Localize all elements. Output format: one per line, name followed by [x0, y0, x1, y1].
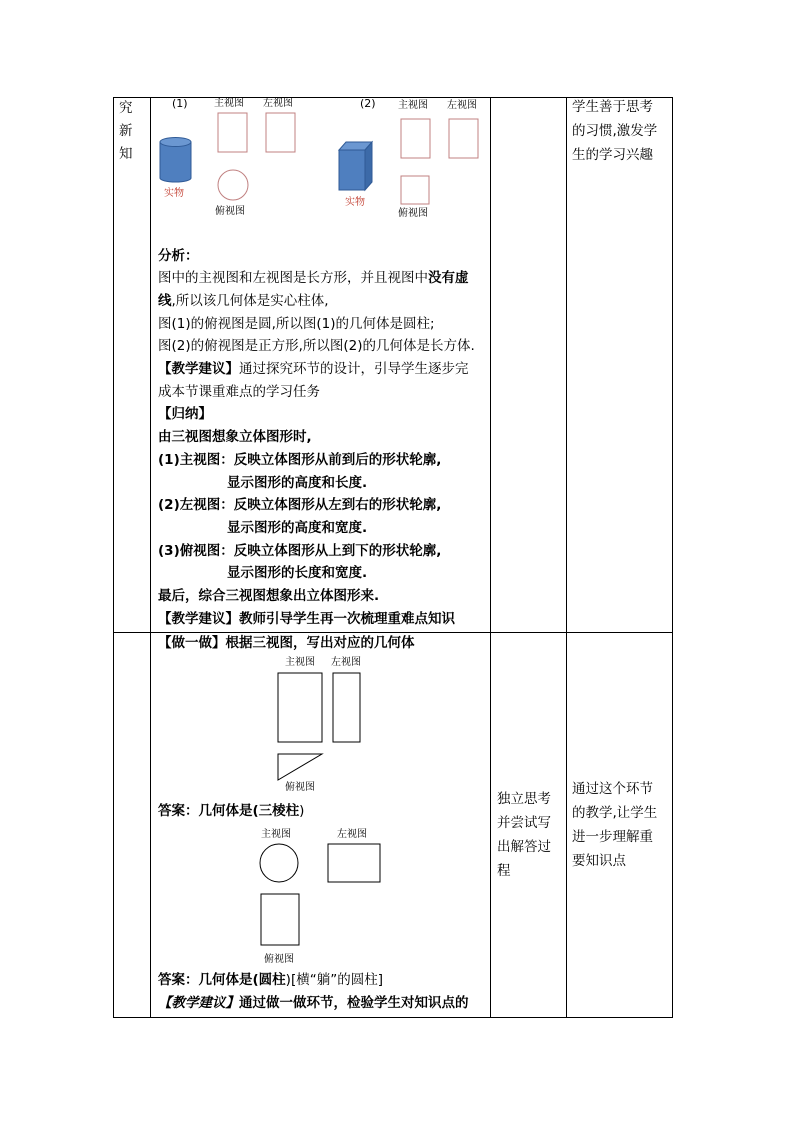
- front-view-label: 主视图: [285, 657, 315, 668]
- task-tag: 【做一做】: [158, 635, 226, 651]
- summary-tag: 【归纳】: [158, 406, 212, 422]
- design-intent-line: 进一步理解重: [572, 829, 653, 845]
- top-view-label: 俯视图: [285, 782, 315, 793]
- answer-prefix: 答案：几何体是(: [158, 972, 259, 988]
- student-activity-line: 并尝试写: [497, 815, 551, 831]
- analysis-title: 分析：: [158, 248, 199, 264]
- design-intent-line: 通过这个环节: [572, 781, 653, 797]
- answer-prefix: 答案：几何体是(: [158, 803, 259, 819]
- side-view-label: 左视图: [337, 829, 367, 840]
- top-view-label: 俯视图: [215, 206, 245, 217]
- object-label: 实物: [164, 188, 184, 199]
- suggestion-tag: 【教学建议】: [158, 361, 239, 377]
- figure-number: (1): [172, 97, 188, 110]
- summary-line: 由三视图想象立体图形时,: [158, 429, 312, 445]
- section-label-char: 新: [119, 123, 133, 139]
- task-text: 根据三视图，写出对应的几何体: [225, 635, 415, 651]
- top-view-label: 俯视图: [398, 208, 428, 219]
- answer-suffix: ): [299, 803, 305, 819]
- design-intent-line: 的教学,让学生: [572, 805, 658, 821]
- top-view-label: 俯视图: [264, 954, 294, 965]
- summary-line: 显示图形的高度和宽度.: [227, 520, 368, 536]
- side-view-label: 左视图: [447, 100, 477, 111]
- summary-line: (3)俯视图：反映立体图形从上到下的形状轮廓,: [158, 543, 442, 559]
- design-intent-line: 学生善于思考: [572, 99, 653, 115]
- suggestion-text: 通过探究环节的设计，引导学生逐步完: [239, 361, 469, 377]
- front-view-label: 主视图: [398, 100, 428, 111]
- summary-line: 最后，综合三视图想象出立体图形来.: [158, 588, 380, 604]
- suggestion-text: 通过做一做环节，检验学生对知识点的: [239, 995, 469, 1011]
- side-view-label: 左视图: [263, 98, 293, 109]
- figure-number: (2): [360, 97, 376, 110]
- answer-suffix: )[横“躺”的圆柱]: [285, 972, 383, 988]
- summary-line: 显示图形的长度和宽度.: [227, 565, 368, 581]
- analysis-text: ,所以该几何体是实心柱体,: [171, 293, 329, 309]
- student-activity-line: 出解答过: [497, 839, 551, 855]
- side-view-label: 左视图: [331, 657, 361, 668]
- answer-value: 三棱柱: [258, 803, 300, 819]
- summary-line: 显示图形的高度和长度.: [227, 475, 368, 491]
- summary-line: (2)左视图：反映立体图形从左到右的形状轮廓,: [158, 497, 442, 513]
- design-intent-line: 要知识点: [572, 853, 626, 869]
- answer-line: [158, 969, 383, 992]
- section-label-char: 知: [119, 146, 133, 162]
- answer-value: 圆柱: [258, 972, 286, 988]
- front-view-circle: [260, 844, 298, 882]
- analysis-emphasis: 线: [158, 293, 172, 309]
- design-intent-line: 生的学习兴趣: [572, 147, 653, 163]
- suggestion-text: 教师引导学生再一次梳理重难点知识: [239, 611, 455, 627]
- teaching-suggestion-cont: 成本节课重难点的学习任务: [158, 384, 320, 400]
- section-label-char: 究: [119, 100, 133, 116]
- student-activity-line: 独立思考: [497, 791, 551, 807]
- object-label: 实物: [345, 197, 365, 208]
- summary-line: (1)主视图：反映立体图形从前到后的形状轮廓,: [158, 452, 442, 468]
- design-intent-line: 的习惯,激发学: [572, 123, 658, 139]
- analysis-emphasis: 没有虚: [428, 270, 469, 286]
- suggestion-tag: 【教学建议】: [158, 611, 239, 627]
- side-view-rectangle: [328, 844, 380, 882]
- top-view-rectangle: [261, 894, 299, 945]
- analysis-line: 图(1)的俯视图是圆,所以图(1)的几何体是圆柱;: [158, 316, 435, 332]
- front-view-label: 主视图: [214, 98, 244, 109]
- student-activity-line: 程: [497, 863, 511, 879]
- suggestion-tag: 【教学建议】: [158, 995, 239, 1011]
- analysis-line: 图(2)的俯视图是正方形,所以图(2)的几何体是长方体.: [158, 338, 475, 354]
- teaching-suggestion: [158, 992, 469, 1015]
- front-view-label: 主视图: [261, 829, 291, 840]
- analysis-text: 图中的主视图和左视图是长方形，并且视图中: [158, 270, 428, 286]
